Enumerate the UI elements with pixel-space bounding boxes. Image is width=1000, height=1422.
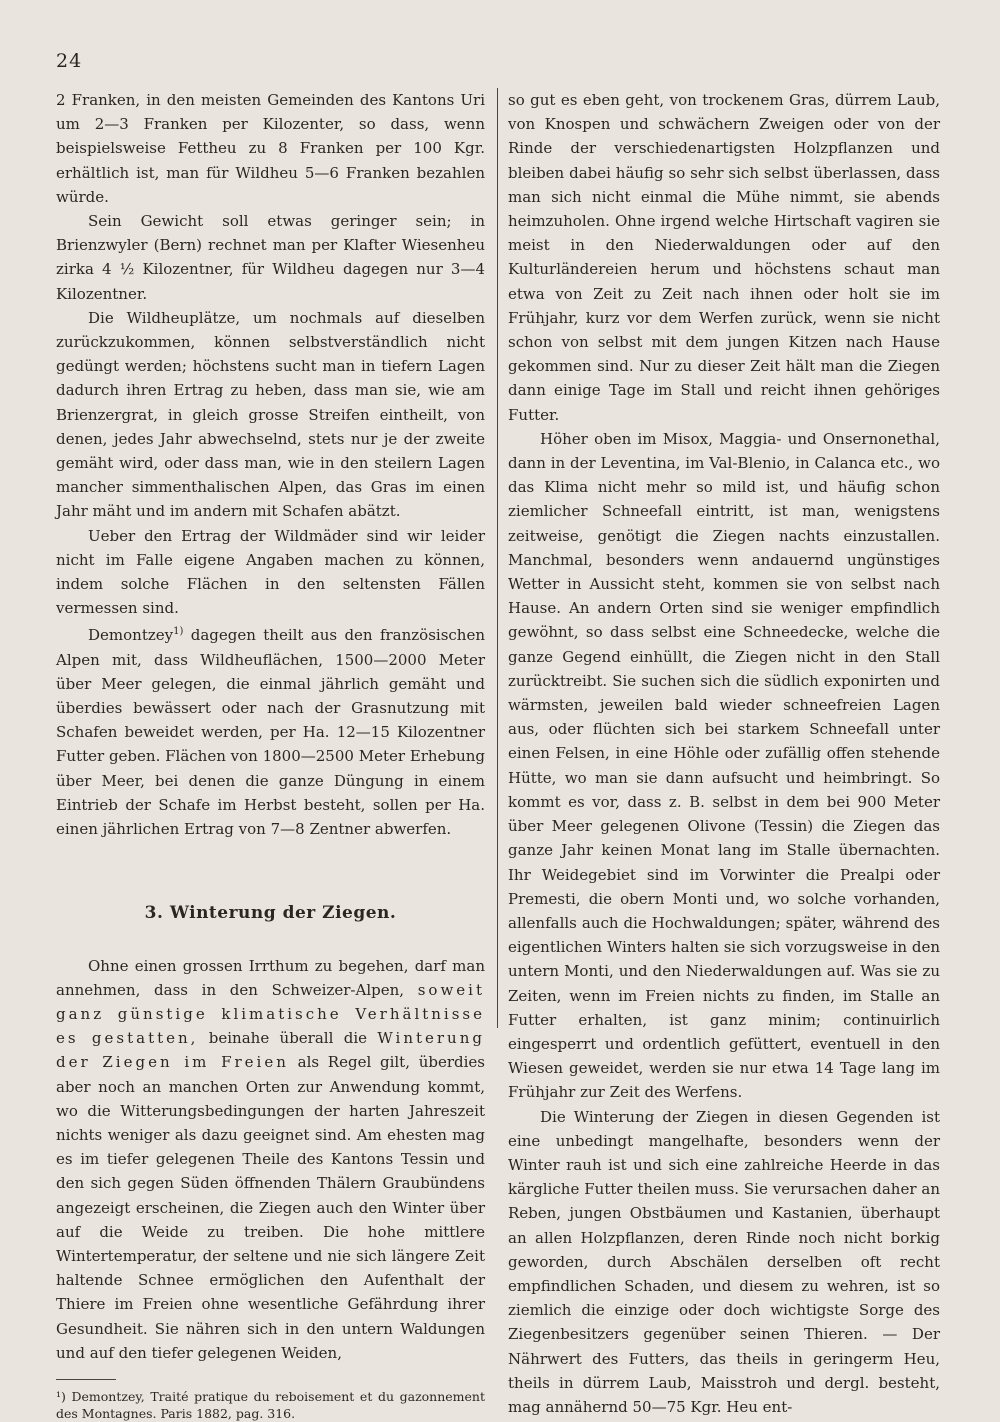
text-run: beinahe überall die	[198, 1029, 378, 1048]
left-paragraph-1: 2 Franken, in den meisten Gemeinden des Kantons Uri um 2—3 Franken per Kilozenter, so dass, wenn beispielsweise Fettheu zu 8 Franken per 100 Kgr. erhältlich ist, man für Wildheu 5—6 Franken bezahlen würde.	[56, 91, 485, 206]
footnote: ¹) Demontzey, Traité pratique du reboisement et du gazonnement des Montagnes. Paris 1882, pag. 316.	[56, 1388, 485, 1421]
right-column	[508, 88, 940, 1419]
spaced-emphasis: Winterung der Ziegen im Freien	[56, 1029, 485, 1072]
left-paragraph-3: Die Wildheuplätze, um nochmals auf dieselben zurückzukommen, können selbstverständlich nicht gedüngt werden; höchstens sucht man in tiefern Lagen dadurch ihren Ertrag zu heben, dass man sie, wie am Brienzergrat, in gleich grosse Streifen eintheilt, von denen, jedes Jahr abwechselnd, stets nur je der zweite gemäht wird, oder dass man, wie in den steilern Lagen mancher simmenthalischen Alpen, das Gras im einen Jahr mäht und im andern mit Schafen abätzt.	[56, 308, 485, 521]
footnote-divider	[56, 1379, 116, 1380]
text-run: als Regel gilt, überdies aber noch an manchen Orten zur Anwendung kommt, wo die Witterungsbedingungen der harten Jahreszeit nichts weniger als dazu geeignet sind. Am ehesten mag es im tiefer gelegenen Theile des Kantons Tessin und den sich gegen Süden öffnenden Thälern Graubündens angezeigt erscheinen, die Ziegen auch den Winter über auf die Weide zu treiben. Die hohe mittlere Wintertemperatur, der seltene und nie sich längere Zeit haltende Schnee ermöglichen den Aufenthalt der Thiere im Freien ohne wesentliche Gefährdung ihrer Gesundheit. Sie nähren sich in den untern Waldungen und auf den tiefer gelegenen Weiden,	[56, 1053, 485, 1362]
left-column	[56, 88, 485, 1422]
left-paragraph-4: Ueber den Ertrag der Wildmäder sind wir leider nicht im Falle eigene Angaben machen zu können, indem solche Flächen in den seltensten Fällen vermessen sind.	[56, 526, 485, 618]
footnote-marker: 1)	[173, 626, 184, 638]
left-paragraph-2: Sein Gewicht soll etwas geringer sein; in Brienzwyler (Bern) rechnet man per Klafter Wiesenheu zirka 4 ½ Kilozentner, für Wildheu dagegen nur 3—4 Kilozentner.	[56, 212, 485, 303]
right-paragraph-3: Die Winterung der Ziegen in diesen Gegenden ist eine unbedingt mangelhafte, besonders wenn der Winter rauh ist und sich eine zahlreiche Heerde in das kärgliche Futter theilen muss. Sie verursachen daher an Reben, jungen Obstbäumen und Kastanien, überhaupt an allen Holzpflanzen, deren Rinde noch nicht borkig geworden, durch Abschälen derselben oft recht empfindlichen Schaden, und diesem zu wehren, ist so ziemlich die einzige oder doch wichtigste Sorge des Ziegenbesitzers gegenüber seinen Thieren. — Der Nährwert des Futters, das theils in geringerm Heu, theils in dürrem Laub, Maisstroh und dergl. besteht, mag annähernd 50—75 Kgr. Heu ent-	[508, 1107, 940, 1416]
column-divider	[497, 88, 498, 1028]
right-paragraph-2: Höher oben im Misox, Maggia- und Onsernonethal, dann in der Leventina, im Val-Blenio, in Calanca etc., wo das Klima nicht mehr so mild ist, und häufig schon ziemlicher Schneefall eintritt, ist man, wenigstens zeitweise, genötigt die Ziegen nachts einzustallen. Manchmal, besonders wenn andauernd ungünstiges Wetter in Aussicht steht, kommen sie von selbst nach Hause. An andern Orten sind sie weniger empfindlich gewöhnt, so dass selbst eine Schneedecke, welche die ganze Gegend einhüllt, die Ziegen nicht in den Stall zurücktreibt. Sie suchen sich die südlich exponirten und wärmsten, jeweilen bald wieder schneefreien Lagen aus, oder flüchten sich bei starkem Schneefall unter einen Felsen, in eine Höhle oder zufällig offen stehende Hütte, wo man sie dann aufsucht und heimbringt. So kommt es vor, dass z. B. selbst in dem bei 900 Meter über Meer gelegenen Olivone (Tessin) die Ziegen das ganze Jahr keinen Monat lang im Stalle übernachten. Ihr Weidegebiet sind im Vorwinter die Prealpi oder Premesti, die obern Monti und, wo solche vorhanden, allenfalls auch die Hochwaldungen; später, während des eigentlichen Winters halten sie sich vorzugsweise in den untern Monti, und den Niederwaldungen auf. Was sie zu Zeiten, wenn im Freien nichts zu finden, im Stalle an Futter erhalten, ist ganz minim; continuirlich eingesperrt und ordentlich gefüttert, eventuell in den Wiesen geweidet, werden sie nur etwa 14 Tage lang im Frühjahr zur Zeit des Werfens.	[508, 429, 940, 1102]
author-name: Demontzey	[88, 626, 174, 645]
text-run: Ohne einen grossen Irrthum zu begehen, darf man annehmen, dass in den Schweizer-Alpen,	[56, 956, 485, 999]
left-paragraph-6	[56, 954, 485, 1365]
right-paragraph-1: so gut es eben geht, von trockenem Gras, dürrem Laub, von Knospen und schwächern Zweigen oder von der Rinde der verschiedenartigsten Holzpflanzen und bleiben dabei häufig so sehr sich selbst überlassen, dass man sich nicht einmal die Mühe nimmt, sie abends heimzuholen. Ohne irgend welche Hirtschaft vagiren sie meist in den Niederwaldungen oder auf den Kulturländereien herum und höchstens schaut man etwa von Zeit zu Zeit nach ihnen oder holt sie im Frühjahr, kurz vor dem Werfen zurück, wenn sie nicht schon von selbst mit dem jungen Kitzen nach Hause gekommen sind. Nur zu dieser Zeit hält man die Ziegen dann einige Tage im Stall und reicht ihnen gehöriges Futter.	[508, 91, 940, 424]
section-heading: 3. Winterung der Ziegen.	[144, 903, 397, 924]
left-paragraph-5-text: dagegen theilt aus den französischen Alpen mit, dass Wildheuflächen, 1500—2000 Meter über Meer gelegen, die einmal jährlich gemäht und überdies bewässert oder nach der Grasnutzung mit Schafen beweidet werden, per Ha. 12—15 Kilozentner Futter geben. Flächen von 1800—2500 Meter Erhebung über Meer, bei denen die ganze Düngung in einem Eintrieb der Schafe im Herbst besteht, sollen per Ha. einen jährlichen Ertrag von 7—8 Zentner abwerfen.	[56, 626, 485, 839]
spaced-emphasis: soweit ganz günstige klimatische Verhältnisse es gestatten,	[56, 980, 485, 1048]
page-number: 24	[56, 50, 83, 72]
left-paragraph-5	[56, 620, 485, 841]
